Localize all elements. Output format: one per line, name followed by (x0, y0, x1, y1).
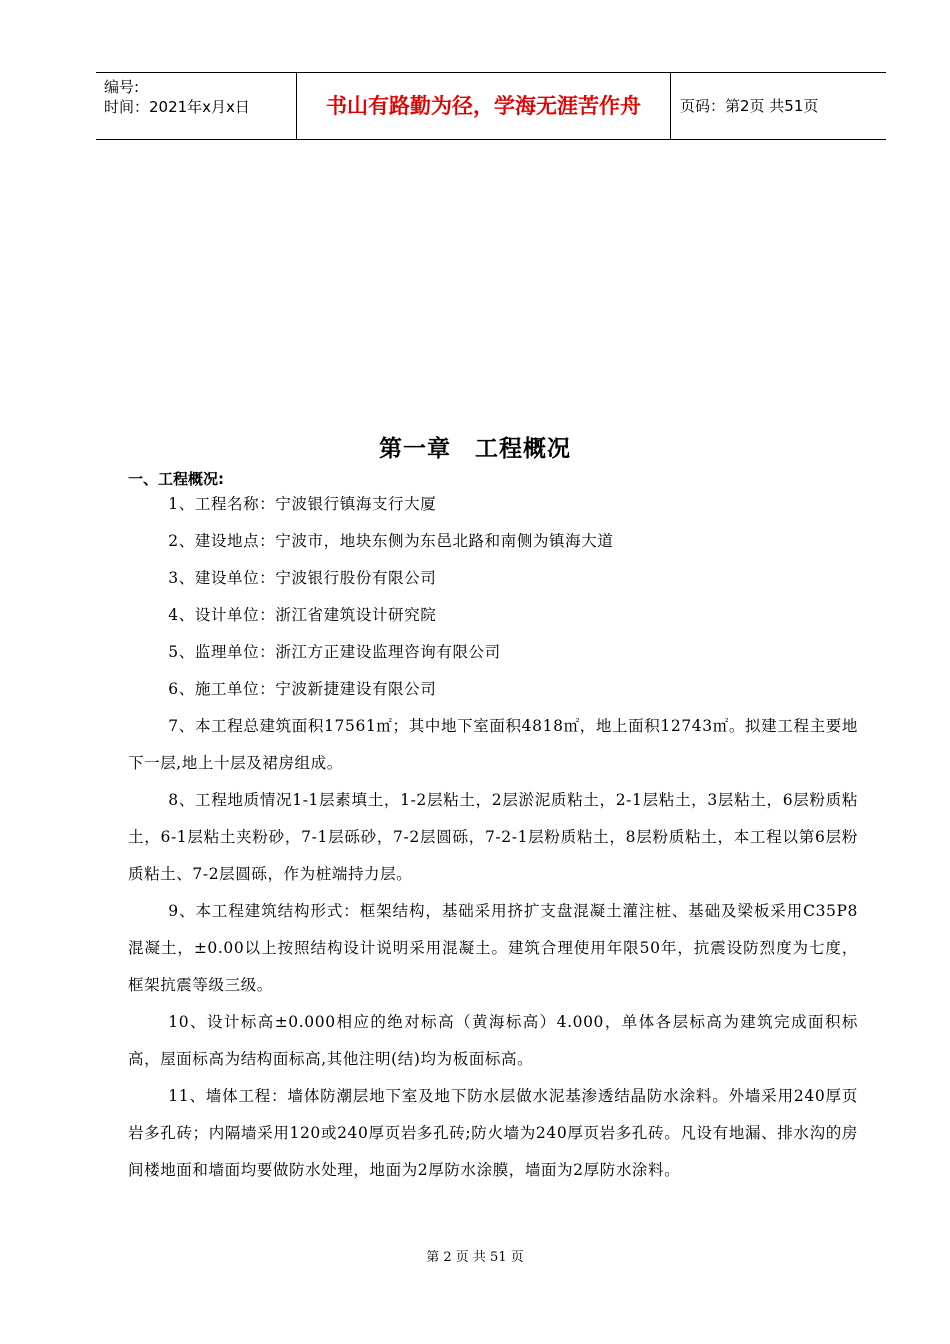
header-page-code: 页码：第2页 共51页 (680, 97, 819, 115)
paragraph-elevation: 10、设计标高±0.000相应的绝对标高（黄海标高）4.000，单体各层标高为建筑完成面积标高，屋面标高为结构面标高,其他注明(结)均为板面标高。 (128, 1013, 858, 1068)
serial-label: 编号: (104, 78, 140, 96)
paragraph-location: 2、建设地点：宁波市，地块东侧为东邑北路和南侧为镇海大道 (168, 532, 614, 550)
page-footer: 第 2 页 共 51 页 (426, 1250, 524, 1265)
header-meta (104, 77, 294, 117)
paragraph-area: 7、本工程总建筑面积17561㎡；其中地下室面积4818㎡，地上面积12743㎡。拟建工程主要地下一层,地上十层及裙房组成。 (128, 717, 858, 772)
paragraph-project-name: 1、工程名称：宁波银行镇海支行大厦 (168, 495, 437, 513)
paragraph-walls: 11、墙体工程：墙体防潮层地下室及地下防水层做水泥基渗透结晶防水涂料。外墙采用240厚页岩多孔砖；内隔墙采用120或240厚页岩多孔砖;防火墙为240厚页岩多孔砖。凡设有地漏、排水沟的房间楼地面和墙面均要做防水处理，地面为2厚防水涂膜，墙面为2厚防水涂料。 (128, 1087, 858, 1179)
paragraph-supervisor: 5、监理单位：浙江方正建设监理咨询有限公司 (168, 643, 501, 661)
chapter-title: 第一章 工程概况 (379, 436, 571, 462)
paragraph-contractor: 6、施工单位：宁波新捷建设有限公司 (168, 680, 437, 698)
document-body (128, 486, 858, 1189)
page-header (96, 72, 886, 140)
header-divider-right (670, 73, 671, 139)
paragraph-designer: 4、设计单位：浙江省建筑设计研究院 (168, 606, 437, 624)
paragraph-owner: 3、建设单位：宁波银行股份有限公司 (168, 569, 437, 587)
paragraph-structure: 9、本工程建筑结构形式：框架结构，基础采用挤扩支盘混凝土灌注桩、基础及梁板采用C35P8混凝土，±0.00以上按照结构设计说明采用混凝土。建筑合理使用年限50年，抗震设防烈度为七度，框架抗震等级三级。 (128, 902, 858, 994)
header-motto: 书山有路勤为径，学海无涯苦作舟 (326, 94, 641, 118)
paragraph-geology: 8、工程地质情况1-1层素填土，1-2层粘土，2层淤泥质粘土，2-1层粘土，3层粘土，6层粉质粘土，6-1层粘土夹粉砂，7-1层砾砂，7-2层圆砾，7-2-1层粉质粘土，8层粉质粘土，本工程以第6层粉质粘土、7-2层圆砾，作为桩端持力层。 (128, 791, 858, 883)
time-label: 时间：2021年x月x日 (104, 98, 250, 116)
section-heading: 一、工程概况: (128, 470, 224, 488)
